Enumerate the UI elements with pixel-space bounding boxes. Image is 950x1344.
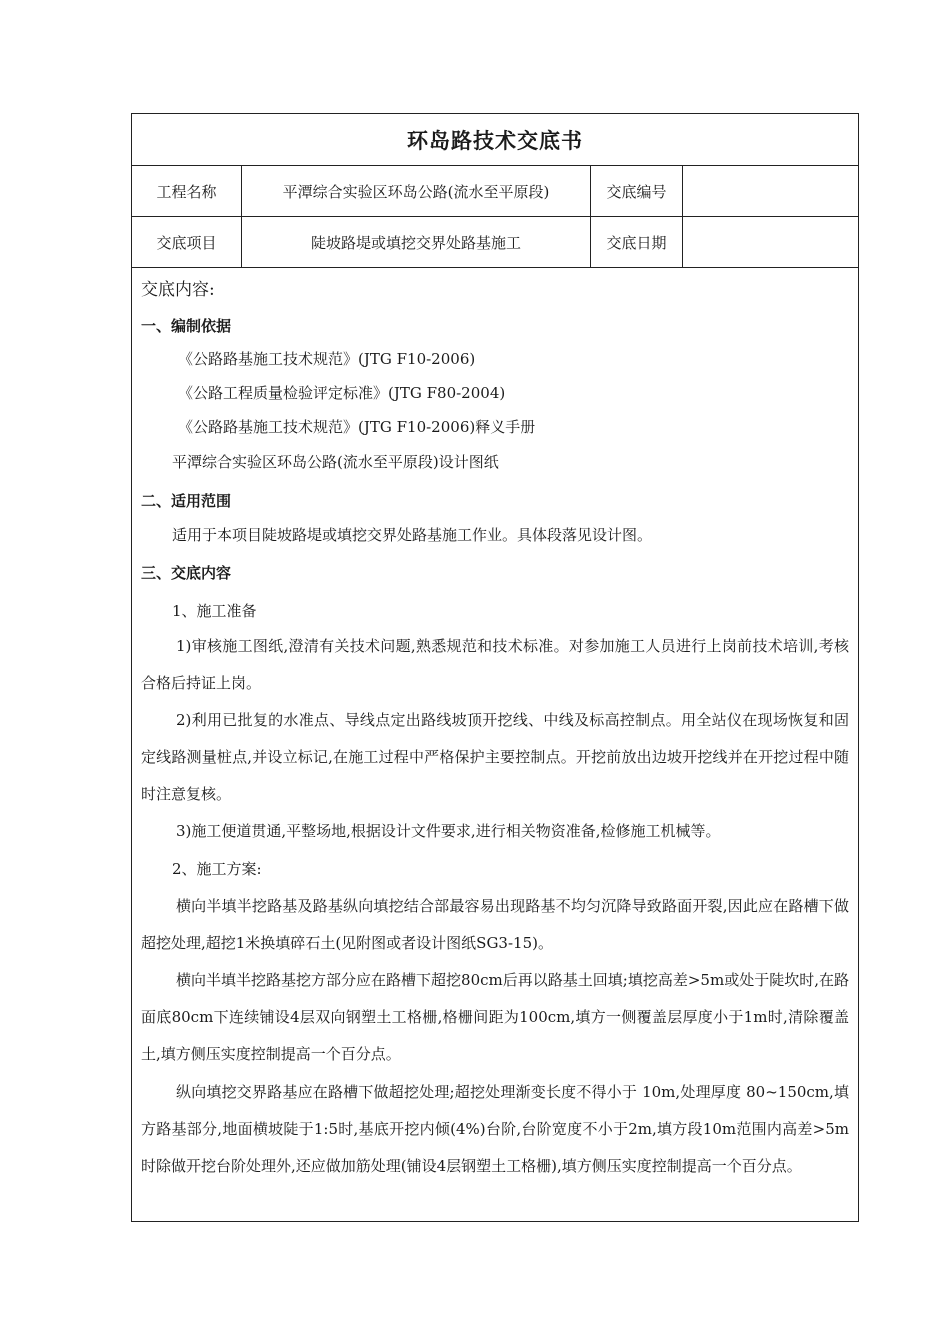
preparation-step-2: 2)利用已批复的水准点、导线点定出路线坡顶开挖线、中线及标高控制点。用全站仪在现场恢复和固定线路测量桩点,并设立标记,在施工过程中严格保护主要控制点。开挖前放出边坡开挖线并在开挖过程中随时注意复核。 <box>141 711 849 803</box>
basis-item: 《公路路基施工技术规范》(JTG F10-2006)释义手册 <box>178 418 536 436</box>
disclosure-code-value <box>683 166 858 216</box>
disclosure-item-value: 陡坡路堤或填挖交界处路基施工 <box>242 217 591 267</box>
disclosure-date-label: 交底日期 <box>591 217 683 267</box>
disclosure-code-label: 交底编号 <box>591 166 683 216</box>
section-heading-basis: 一、编制依据 <box>141 317 232 335</box>
content-intro: 交底内容: <box>141 280 215 300</box>
plan-paragraph-2: 横向半填半挖路基挖方部分应在路槽下超挖80cm后再以路基土回填;填挖高差>5m或处于陡坎时,在路面底80cm下连续铺设4层双向钢塑土工格栅,格栅间距为100cm,填方一侧覆盖层厚度小于1m时,清除覆盖土,填方侧压实度控制提高一个百分点。 <box>141 971 849 1063</box>
preparation-step-3: 3)施工便道贯通,平整场地,根据设计文件要求,进行相关物资准备,检修施工机械等。 <box>176 822 721 840</box>
section-heading-scope: 二、适用范围 <box>141 492 232 510</box>
project-name-value: 平潭综合实验区环岛公路(流水至平原段) <box>242 166 591 216</box>
section-heading-content: 三、交底内容 <box>141 564 232 582</box>
basis-item: 平潭综合实验区环岛公路(流水至平原段)设计图纸 <box>172 453 499 471</box>
technical-disclosure-form <box>131 113 859 1222</box>
subheading-preparation: 1、施工准备 <box>172 602 257 620</box>
header-row-item <box>132 217 858 268</box>
project-name-label: 工程名称 <box>132 166 242 216</box>
plan-paragraph-1: 横向半填半挖路基及路基纵向填挖结合部最容易出现路基不均匀沉降导致路面开裂,因此应在路槽下做超挖处理,超挖1米换填碎石土(见附图或者设计图纸SG3-15)。 <box>141 897 849 952</box>
preparation-step-1: 1)审核施工图纸,澄清有关技术问题,熟悉规范和技术标准。对参加施工人员进行上岗前技术培训,考核合格后持证上岗。 <box>141 637 849 692</box>
scope-text: 适用于本项目陡坡路堤或填挖交界处路基施工作业。具体段落见设计图。 <box>172 526 653 544</box>
header-row-project <box>132 166 858 217</box>
form-title: 环岛路技术交底书 <box>132 114 858 166</box>
subheading-plan: 2、施工方案: <box>172 860 262 878</box>
disclosure-date-value <box>683 217 858 267</box>
basis-item: 《公路路基施工技术规范》(JTG F10-2006) <box>178 350 476 368</box>
disclosure-item-label: 交底项目 <box>132 217 242 267</box>
basis-item: 《公路工程质量检验评定标准》(JTG F80-2004) <box>178 384 506 402</box>
plan-paragraph-3: 纵向填挖交界路基应在路槽下做超挖处理;超挖处理渐变长度不得小于 10m,处理厚度 80~150cm,填方路基部分,地面横坡陡于1:5时,基底开挖内倾(4%)台阶,台阶宽度不小于2m,填方段10m范围内高差>5m时除做开挖台阶处理外,还应做加筋处理(铺设4层钢塑土工格栅),填方侧压实度控制提高一个百分点。 <box>141 1083 849 1175</box>
